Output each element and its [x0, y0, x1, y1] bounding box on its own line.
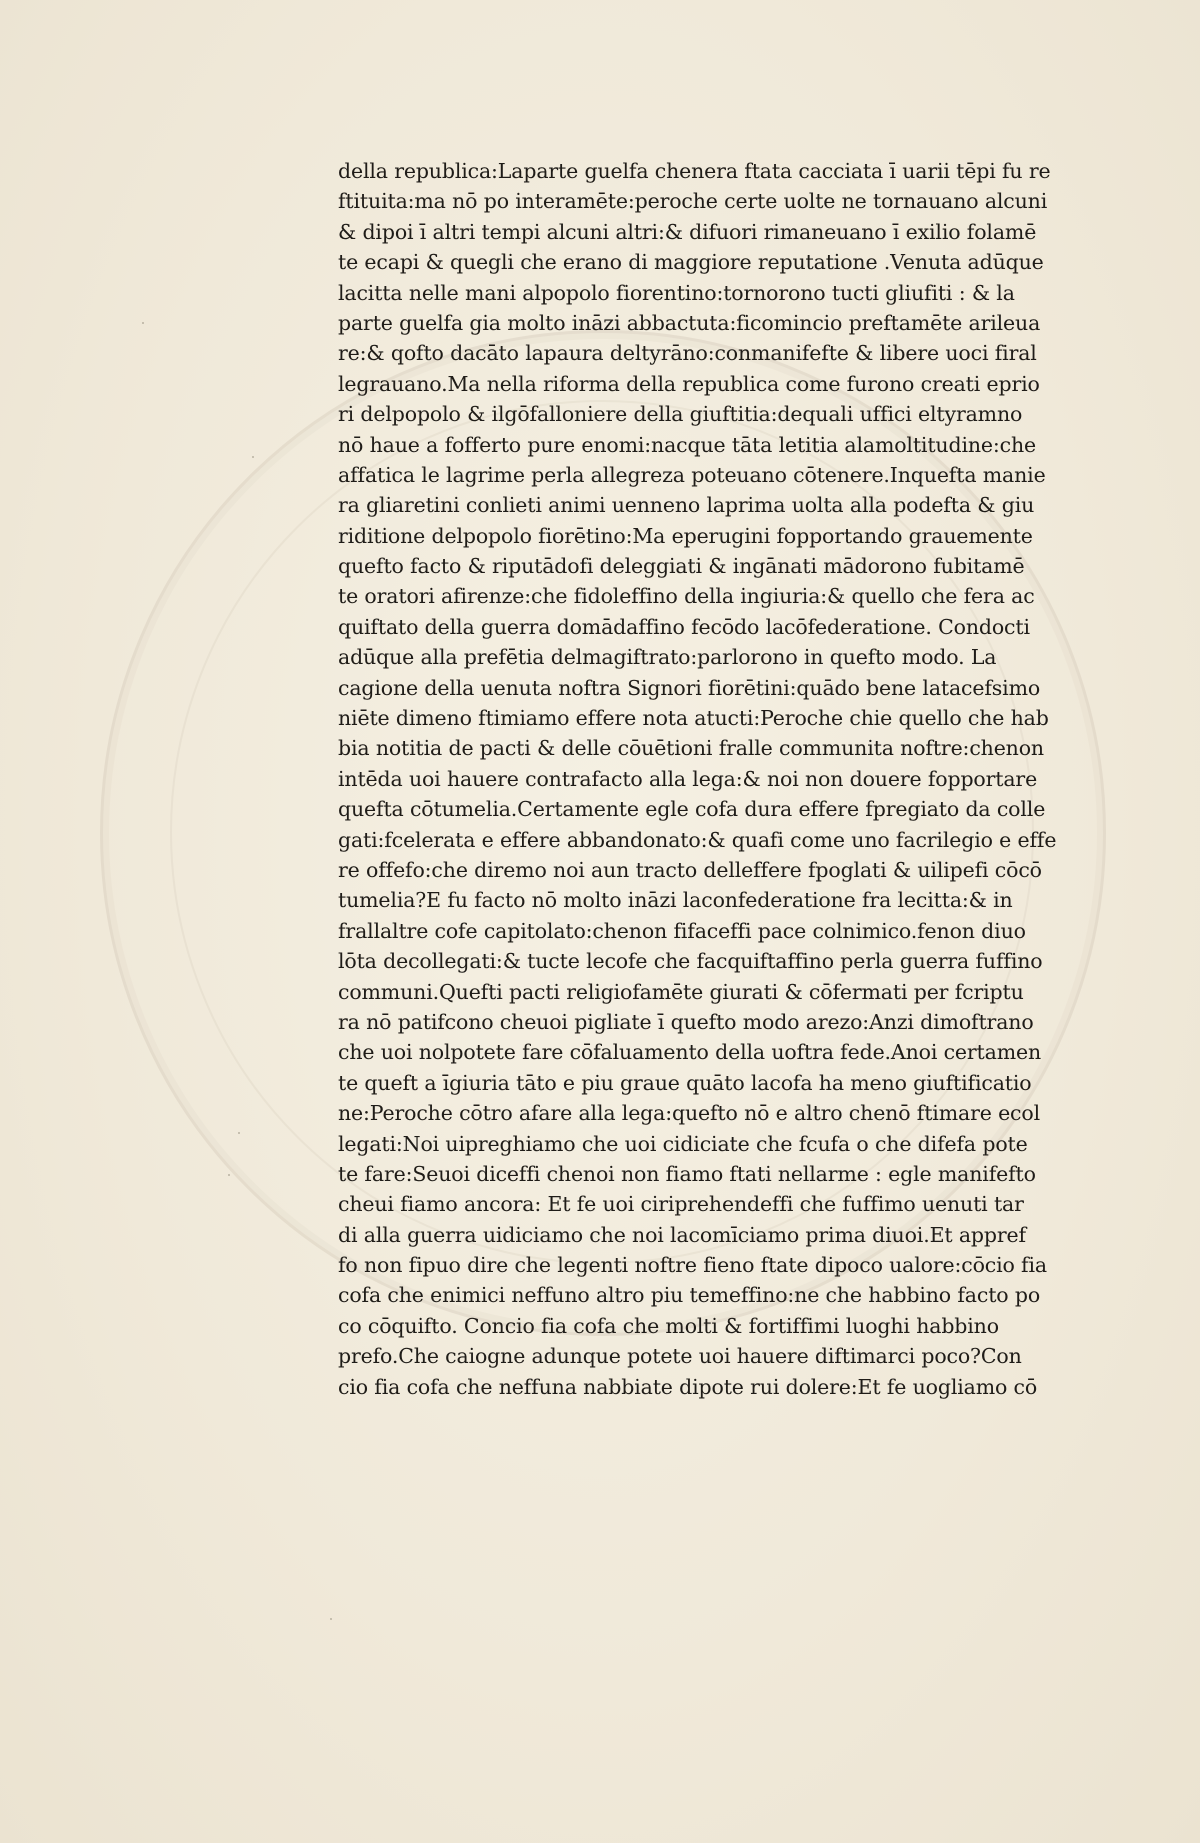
text-line: co cōquifto. Concio fia cofa che molti & fortiffimi luoghi habbino — [338, 1313, 999, 1338]
text-line: fo non fipuo dire che legenti noftre fieno ftate dipoco ualore:cōcio fia — [338, 1253, 1047, 1278]
paper-speck — [228, 1174, 230, 1176]
text-line: cofa che enimici neffuno altro piu temeffino:ne che habbino facto po — [338, 1283, 1041, 1308]
text-line: te oratori afirenze:che fidoleffino della ingiuria:& quello che fera ac — [338, 584, 1035, 609]
text-line: re offefo:che diremo noi aun tracto delleffere fpoglati & uilipefi cōcō — [338, 857, 1042, 882]
text-line: ra gliaretini conlieti animi uenneno laprima uolta alla podefta & giu — [338, 493, 1035, 518]
text-line: quefta cōtumelia.Certamente egle cofa dura effere fpregiato da colle — [338, 797, 1046, 822]
text-line: cio fia cofa che neffuna nabbiate dipote rui dolere:Et fe uogliamo cō — [338, 1374, 1038, 1399]
text-line: legrauano.Ma nella riforma della republica come furono creati eprio — [338, 371, 1040, 396]
text-line: adūque alla prefētia delmagiftrato:parlorono in quefto modo. La — [338, 645, 997, 670]
text-line: quefto facto & riputādofi deleggiati & ingānati mādorono fubitamē — [338, 554, 1025, 579]
text-line: te fare:Seuoi diceffi chenoi non fiamo ftati nellarme : egle manifefto — [338, 1161, 1036, 1186]
text-line: te queft a īgiuria tāto e piu graue quāto lacofa ha meno giuftificatio — [338, 1070, 1032, 1095]
paper-speck — [252, 456, 254, 458]
body-text — [338, 156, 1130, 1402]
text-line: & dipoi ī altri tempi alcuni altri:& difuori rimaneuano ī exilio folamē — [338, 219, 1037, 244]
text-line: di alla guerra uidiciamo che noi lacomīciamo prima diuoi.Et appref — [338, 1222, 1026, 1247]
text-line: niēte dimeno ftimiamo effere nota atucti:Peroche chie quello che hab — [338, 706, 1049, 731]
text-line: ri delpopolo & ilgōfalloniere della giuftitia:dequali uffici eltyramno — [338, 402, 1023, 427]
paper-speck — [238, 1132, 240, 1134]
text-line: legati:Noi uipreghiamo che uoi cidiciate che fcufa o che difefa pote — [338, 1131, 1028, 1156]
text-line: della republica:Laparte guelfa chenera ftata cacciata ī uarii tēpi fu re — [338, 159, 1051, 183]
text-line: affatica le lagrime perla allegreza poteuano cōtenere.Inquefta manie — [338, 462, 1046, 487]
text-line: intēda uoi hauere contrafacto alla lega:& noi non douere fopportare — [338, 766, 1038, 791]
text-line: ftituita:ma nō po interamēte:peroche certe uolte ne tornauano alcuni — [338, 189, 1048, 214]
text-line: lacitta nelle mani alpopolo fiorentino:tornorono tucti gliufiti : & la — [338, 280, 1015, 305]
text-line: re:& qofto dacāto lapaura deltyrāno:conmanifefte & libere uoci firal — [338, 341, 1037, 366]
paper-speck — [330, 1618, 332, 1620]
text-line: frallaltre cofe capitolato:chenon fifaceffi pace colnimico.fenon diuo — [338, 918, 1026, 943]
text-line: nō haue a fofferto pure enomi:nacque tāta letitia alamoltitudine:che — [338, 432, 1037, 457]
text-line: cagione della uenuta noftra Signori fiorētini:quādo bene latacefsimo — [338, 675, 1041, 700]
text-line: te ecapi & quegli che erano di maggiore reputatione .Venuta adūque — [338, 250, 1044, 275]
text-line: riditione delpopolo fiorētino:Ma eperugini fopportando grauemente — [338, 523, 1033, 548]
text-line: parte guelfa gia molto ināzi abbactuta:ficomincio preftamēte arileua — [338, 310, 1041, 335]
paper-speck — [142, 322, 144, 324]
text-line: lōta decollegati:& tucte lecofe che facquiftaffino perla guerra fuffino — [338, 949, 1043, 974]
text-line: gati:fcelerata e effere abbandonato:& quafi come uno facrilegio e effe — [338, 827, 1057, 852]
text-line: ra nō patifcono cheuoi pigliate ī quefto modo arezo:Anzi dimoftrano — [338, 1009, 1034, 1034]
text-line: ne:Peroche cōtro afare alla lega:quefto nō e altro chenō ftimare ecol — [338, 1101, 1040, 1126]
text-line: communi.Quefti pacti religiofamēte giurati & cōfermati per fcriptu — [338, 979, 1024, 1004]
text-line: bia notitia de pacti & delle cōuētioni fralle communita noftre:chenon — [338, 736, 1044, 761]
text-line: prefo.Che caiogne adunque potete uoi hauere diftimarci poco?Con — [338, 1344, 1022, 1369]
text-line: che uoi nolpotete fare cōfaluamento della uoftra fede.Anoi certamen — [338, 1040, 1042, 1065]
text-line: cheui fiamo ancora: Et fe uoi ciriprehendeffi che fuffimo uenuti tar — [338, 1192, 1024, 1217]
text-line: quiftato della guerra domādaffino fecōdo lacōfederatione. Condocti — [338, 614, 1030, 639]
text-line: tumelia?E fu facto nō molto ināzi laconfederatione fra lecitta:& in — [338, 888, 1013, 913]
